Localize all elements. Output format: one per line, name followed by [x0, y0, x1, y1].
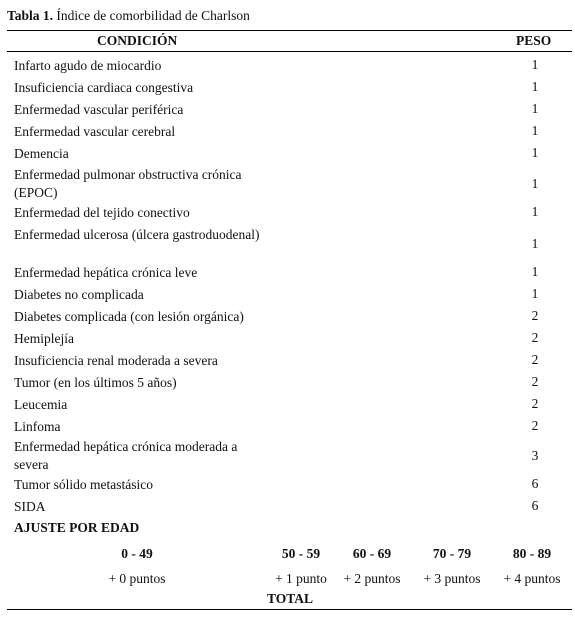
age-adjustment-title: AJUSTE POR EDAD — [14, 520, 140, 535]
table-row — [0, 202, 575, 224]
table-row — [0, 394, 575, 416]
table-row — [0, 55, 575, 77]
weight-cell: 1 — [531, 204, 539, 219]
header-condition: CONDICIÓN — [97, 33, 178, 48]
header-rule — [7, 51, 572, 52]
weight-cell: 3 — [531, 448, 539, 463]
weight-cell: 1 — [531, 236, 539, 251]
age-range: 0 - 49 — [121, 546, 153, 561]
table-row — [0, 496, 575, 518]
condition-cell: Diabetes no complicada — [14, 287, 144, 302]
age-points: + 0 puntos — [108, 571, 166, 586]
table-row — [0, 77, 575, 99]
weight-cell: 2 — [531, 352, 539, 367]
condition-cell: Enfermedad hepática crónica leve — [14, 265, 198, 280]
table-row — [0, 143, 575, 165]
weight-cell: 2 — [531, 418, 539, 433]
table-row — [0, 121, 575, 143]
weight-cell: 2 — [531, 330, 539, 345]
table-caption — [7, 8, 250, 24]
weight-cell: 1 — [531, 176, 539, 191]
header-weight: PESO — [516, 33, 552, 48]
condition-cell: Infarto agudo de miocardio — [14, 58, 162, 73]
table-row — [0, 226, 575, 262]
age-range: 70 - 79 — [432, 546, 472, 561]
table-row — [0, 372, 575, 394]
table-row — [0, 438, 575, 474]
condition-cell: Tumor (en los últimos 5 años) — [14, 375, 177, 390]
weight-cell: 2 — [531, 396, 539, 411]
condition-cell: SIDA — [14, 499, 46, 514]
condition-cell: Enfermedad pulmonar obstructiva crónica (EPOC) — [14, 167, 242, 200]
weight-cell: 1 — [531, 79, 539, 94]
age-range: 60 - 69 — [352, 546, 392, 561]
condition-cell: Diabetes complicada (con lesión orgánica) — [14, 309, 244, 324]
condition-cell: Insuficiencia cardiaca congestiva — [14, 80, 194, 95]
condition-cell: Enfermedad ulcerosa (úlcera gastroduodenal) — [14, 227, 260, 242]
weight-cell: 1 — [531, 286, 539, 301]
weight-cell: 2 — [531, 308, 539, 323]
condition-cell: Hemiplejía — [14, 331, 74, 346]
weight-cell: 1 — [531, 145, 539, 160]
weight-cell: 6 — [531, 476, 539, 491]
caption-text: Índice de comorbilidad de Charlson — [56, 8, 250, 23]
condition-cell: Linfoma — [14, 419, 61, 434]
age-points: + 2 puntos — [343, 571, 401, 586]
age-points: + 1 punto — [275, 571, 327, 586]
weight-cell: 1 — [531, 101, 539, 116]
table-row — [0, 474, 575, 496]
caption-label: Tabla 1. — [7, 8, 54, 23]
table-row — [0, 166, 575, 202]
table-row — [0, 306, 575, 328]
condition-cell: Insuficiencia renal moderada a severa — [14, 353, 218, 368]
weight-cell: 1 — [531, 123, 539, 138]
condition-cell: Enfermedad hepática crónica moderada a severa — [14, 439, 238, 472]
age-points: + 3 puntos — [423, 571, 481, 586]
condition-cell: Enfermedad vascular cerebral — [14, 124, 176, 139]
condition-cell: Demencia — [14, 146, 69, 161]
table-row — [0, 328, 575, 350]
table-row — [0, 262, 575, 284]
age-range: 80 - 89 — [512, 546, 552, 561]
condition-cell: Leucemia — [14, 397, 68, 412]
weight-cell: 1 — [531, 264, 539, 279]
condition-cell: Enfermedad vascular periférica — [14, 102, 184, 117]
table-row — [0, 99, 575, 121]
condition-cell: Enfermedad del tejido conectivo — [14, 205, 190, 220]
bottom-rule — [7, 609, 572, 610]
total-label: TOTAL — [266, 591, 314, 606]
weight-cell: 1 — [531, 57, 539, 72]
table-row — [0, 350, 575, 372]
weight-cell: 6 — [531, 498, 539, 513]
top-rule — [7, 30, 572, 31]
age-range: 50 - 59 — [281, 546, 321, 561]
table-row — [0, 416, 575, 438]
weight-cell: 2 — [531, 374, 539, 389]
age-points: + 4 puntos — [503, 571, 561, 586]
table-row — [0, 284, 575, 306]
condition-cell: Tumor sólido metastásico — [14, 477, 154, 492]
